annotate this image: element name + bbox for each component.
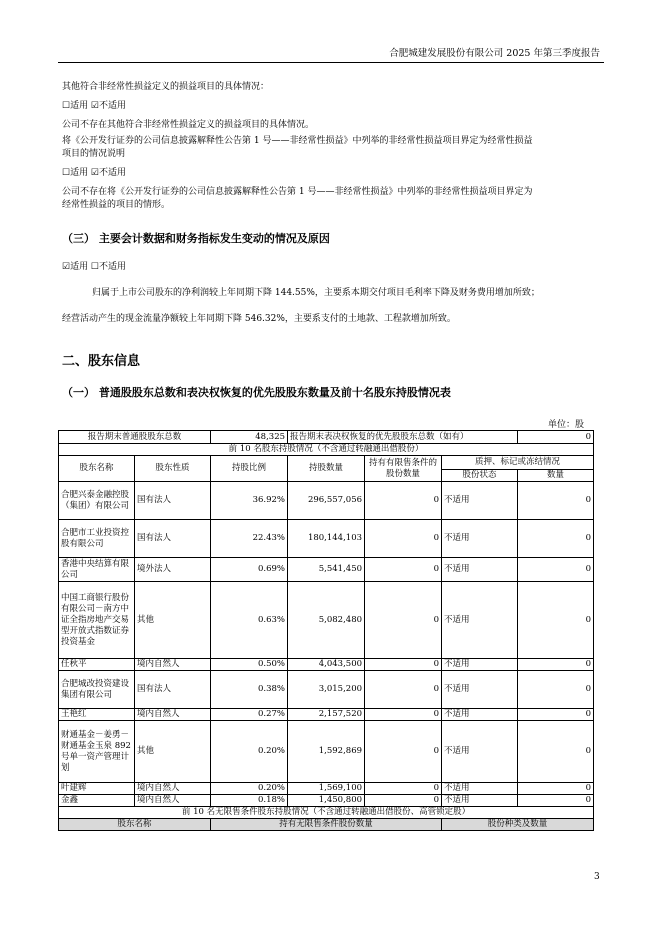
cell-ratio: 0.20% bbox=[211, 783, 288, 795]
unr-col-qty: 持有无限售条件股份数量 bbox=[211, 819, 442, 831]
cell-restricted: 0 bbox=[365, 709, 442, 721]
cell-ratio: 0.38% bbox=[211, 671, 288, 709]
section-title-shareholders: 二、股东信息 bbox=[62, 354, 141, 369]
cell-nature: 境内自然人 bbox=[135, 795, 211, 807]
cell-qty: 1,569,100 bbox=[288, 783, 365, 795]
table-row bbox=[59, 520, 594, 558]
page-number: 3 bbox=[594, 872, 600, 882]
cell-status: 不适用 bbox=[442, 520, 518, 558]
table-row bbox=[59, 558, 594, 582]
cell-nature: 境内自然人 bbox=[135, 709, 211, 721]
cell-name: 财通基金－姜勇－财通基金玉泉 892 号单一资产管理计划 bbox=[59, 721, 135, 783]
cell-restricted: 0 bbox=[365, 482, 442, 520]
cell-ratio: 0.27% bbox=[211, 709, 288, 721]
applicability-check-3: ☑适用 ☐不适用 bbox=[62, 262, 126, 272]
top10-header: 前 10 名股东持股情况（不含通过转融通出借股份） bbox=[59, 444, 594, 456]
cell-qty: 4,043,500 bbox=[288, 659, 365, 671]
cell-name: 合肥兴泰金融控股（集团）有限公司 bbox=[59, 482, 135, 520]
col-header-qty: 持股数量 bbox=[288, 456, 365, 482]
cell-count: 0 bbox=[518, 659, 594, 671]
col-header-nature: 股东性质 bbox=[135, 456, 211, 482]
cell-ratio: 0.63% bbox=[211, 582, 288, 659]
cell-count: 0 bbox=[518, 520, 594, 558]
paragraph-other-items: 其他符合非经常性损益定义的损益项目的具体情况： bbox=[62, 82, 270, 92]
paragraph-not-exist-line1: 公司不存在将《公开发行证券的公司信息披露解释性公告第 1 号——非经常性损益》中列举的非经常性损益项目界定为 bbox=[62, 187, 533, 197]
total-shareholders-label: 报告期末普通股股东总数 bbox=[59, 431, 211, 444]
cell-name: 叶建辉 bbox=[59, 783, 135, 795]
cell-status: 不适用 bbox=[442, 671, 518, 709]
cell-restricted: 0 bbox=[365, 783, 442, 795]
table-row bbox=[59, 721, 594, 783]
col-header-name: 股东名称 bbox=[59, 456, 135, 482]
cell-qty: 1,592,869 bbox=[288, 721, 365, 783]
table-row bbox=[59, 795, 594, 807]
section-title-top10: （一） 普通股股东总数和表决权恢复的优先股股东数量及前十名股东持股情况表 bbox=[62, 386, 451, 399]
paragraph-definition-line1: 将《公开发行证券的公司信息披露解释性公告第 1 号——非经常性损益》中列举的非经常性损益项目界定为经常性损益 bbox=[62, 136, 533, 146]
applicability-check-1: ☐适用 ☑不适用 bbox=[62, 101, 126, 111]
cell-count: 0 bbox=[518, 709, 594, 721]
col-header-restricted: 持有有限售条件的股份数量 bbox=[365, 456, 442, 482]
cell-nature: 境内自然人 bbox=[135, 659, 211, 671]
cell-qty: 180,144,103 bbox=[288, 520, 365, 558]
cell-count: 0 bbox=[518, 582, 594, 659]
col-header-count: 数量 bbox=[518, 470, 594, 482]
cell-name: 任秋平 bbox=[59, 659, 135, 671]
cell-status: 不适用 bbox=[442, 482, 518, 520]
cell-count: 0 bbox=[518, 795, 594, 807]
cell-qty: 1,450,800 bbox=[288, 795, 365, 807]
cell-status: 不适用 bbox=[442, 558, 518, 582]
table-row bbox=[59, 659, 594, 671]
table-row bbox=[59, 783, 594, 795]
page-header: 合肥城建发展股份有限公司 2025 年第三季度报告 bbox=[389, 48, 600, 59]
shareholder-table bbox=[58, 430, 594, 831]
paragraph-definition-line2: 项目的情况说明 bbox=[62, 149, 126, 159]
paragraph-net-profit: 归属于上市公司股东的净利润较上年同期下降 144.55%，主要系本期交付项目毛利率下降及财务费用增加所致； bbox=[92, 288, 540, 298]
cell-count: 0 bbox=[518, 558, 594, 582]
cell-qty: 3,015,200 bbox=[288, 671, 365, 709]
cell-qty: 5,541,450 bbox=[288, 558, 365, 582]
cell-ratio: 22.43% bbox=[211, 520, 288, 558]
cell-restricted: 0 bbox=[365, 721, 442, 783]
cell-nature: 国有法人 bbox=[135, 671, 211, 709]
cell-count: 0 bbox=[518, 482, 594, 520]
table-row bbox=[59, 582, 594, 659]
cell-qty: 2,157,520 bbox=[288, 709, 365, 721]
cell-nature: 其他 bbox=[135, 582, 211, 659]
cell-restricted: 0 bbox=[365, 659, 442, 671]
cell-name: 合肥市工业投资控股有限公司 bbox=[59, 520, 135, 558]
cell-status: 不适用 bbox=[442, 709, 518, 721]
cell-count: 0 bbox=[518, 671, 594, 709]
unr-col-name: 股东名称 bbox=[59, 819, 211, 831]
cell-name: 王艳红 bbox=[59, 709, 135, 721]
cell-restricted: 0 bbox=[365, 795, 442, 807]
cell-ratio: 0.69% bbox=[211, 558, 288, 582]
cell-count: 0 bbox=[518, 721, 594, 783]
cell-name: 合肥城改投资建设集团有限公司 bbox=[59, 671, 135, 709]
cell-ratio: 0.50% bbox=[211, 659, 288, 671]
cell-name: 香港中央结算有限公司 bbox=[59, 558, 135, 582]
table-row bbox=[59, 671, 594, 709]
table-row bbox=[59, 482, 594, 520]
cell-count: 0 bbox=[518, 783, 594, 795]
unr-col-type: 股份种类及数量 bbox=[442, 819, 594, 831]
table-row bbox=[59, 709, 594, 721]
cell-nature: 国有法人 bbox=[135, 520, 211, 558]
applicability-check-2: ☐适用 ☑不适用 bbox=[62, 168, 126, 178]
cell-nature: 其他 bbox=[135, 721, 211, 783]
cell-name: 中国工商银行股份有限公司－南方中证全指房地产交易型开放式指数证券投资基金 bbox=[59, 582, 135, 659]
preferred-shareholders-value: 0 bbox=[518, 431, 594, 444]
cell-status: 不适用 bbox=[442, 795, 518, 807]
section-title-changes: （三） 主要会计数据和财务指标发生变动的情况及原因 bbox=[62, 232, 330, 245]
col-header-pledge: 质押、标记或冻结情况 bbox=[442, 456, 594, 470]
col-header-ratio: 持股比例 bbox=[211, 456, 288, 482]
paragraph-not-exist-line2: 经常性损益的项目的情形。 bbox=[62, 200, 171, 210]
cell-ratio: 0.20% bbox=[211, 721, 288, 783]
cell-nature: 国有法人 bbox=[135, 482, 211, 520]
unrestricted-header: 前 10 名无限售条件股东持股情况（不含通过转融通出借股份、高管锁定股） bbox=[59, 807, 594, 819]
col-header-status: 股份状态 bbox=[442, 470, 518, 482]
paragraph-cash-flow: 经营活动产生的现金流量净额较上年同期下降 546.32%，主要系支付的土地款、工程款增加所致。 bbox=[62, 314, 456, 324]
cell-restricted: 0 bbox=[365, 520, 442, 558]
cell-nature: 境外法人 bbox=[135, 558, 211, 582]
header-divider bbox=[58, 62, 604, 63]
cell-status: 不适用 bbox=[442, 783, 518, 795]
preferred-shareholders-label: 报告期末表决权恢复的优先股股东总数（如有） bbox=[288, 431, 518, 444]
cell-status: 不适用 bbox=[442, 721, 518, 783]
cell-nature: 境内自然人 bbox=[135, 783, 211, 795]
cell-restricted: 0 bbox=[365, 671, 442, 709]
cell-qty: 296,557,056 bbox=[288, 482, 365, 520]
cell-restricted: 0 bbox=[365, 582, 442, 659]
unit-label: 单位：股 bbox=[548, 420, 585, 430]
cell-name: 金鑫 bbox=[59, 795, 135, 807]
total-shareholders-value: 48,325 bbox=[211, 431, 288, 444]
paragraph-no-other-items: 公司不存在其他符合非经常性损益定义的损益项目的具体情况。 bbox=[62, 120, 315, 130]
cell-restricted: 0 bbox=[365, 558, 442, 582]
cell-status: 不适用 bbox=[442, 659, 518, 671]
cell-qty: 5,082,480 bbox=[288, 582, 365, 659]
cell-ratio: 36.92% bbox=[211, 482, 288, 520]
cell-ratio: 0.18% bbox=[211, 795, 288, 807]
cell-status: 不适用 bbox=[442, 582, 518, 659]
